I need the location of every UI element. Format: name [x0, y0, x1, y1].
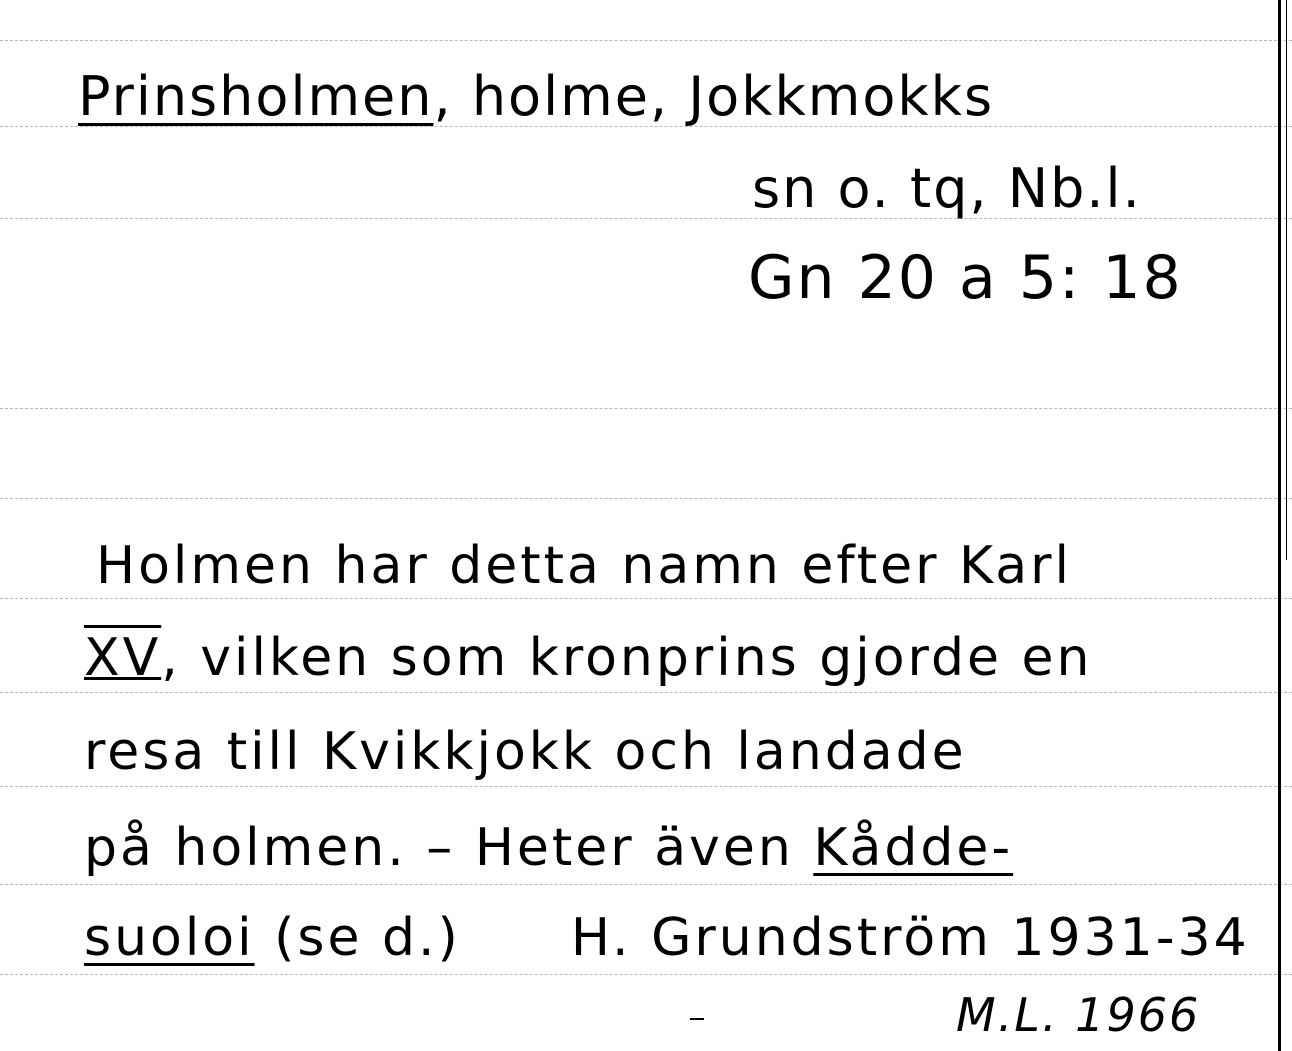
stray-mark	[690, 1018, 704, 1020]
body-line-1: Holmen har detta namn efter Karl	[96, 536, 1072, 596]
map-reference: Gn 20 a 5: 18	[748, 243, 1183, 313]
card-edge-border-inner	[1286, 0, 1287, 560]
regnal-numeral: XV	[84, 628, 162, 688]
ruled-line	[0, 884, 1292, 885]
alternate-name-continued: suoloi	[84, 908, 255, 968]
card-edge-border	[1278, 0, 1281, 1051]
signature: M.L. 1966	[956, 988, 1201, 1042]
ruled-line	[0, 692, 1292, 693]
headword: Prinsholmen	[78, 65, 434, 128]
header-rest: , holme, Jokkmokks	[433, 65, 995, 128]
ruled-line	[0, 408, 1292, 409]
body-line-4	[84, 818, 1014, 878]
body-line-5	[84, 908, 1250, 968]
body-line-4-text: på holmen. – Heter även	[84, 818, 814, 878]
body-line-2-text: , vilken som kronprins gjorde en	[161, 628, 1093, 688]
alternate-name: Kådde-	[813, 818, 1014, 878]
location-line: sn o. tq, Nb.l.	[752, 157, 1142, 220]
ruled-line	[0, 40, 1292, 41]
cross-reference: (se d.)	[254, 908, 461, 968]
ruled-line	[0, 498, 1292, 499]
ruled-line	[0, 598, 1292, 599]
ruled-line	[0, 786, 1292, 787]
body-line-2	[84, 628, 1093, 688]
source-attribution: H. Grundström 1931-34	[570, 908, 1250, 968]
card-header	[78, 65, 995, 128]
ruled-line	[0, 974, 1292, 975]
body-line-3: resa till Kvikkjokk och landade	[84, 722, 967, 782]
